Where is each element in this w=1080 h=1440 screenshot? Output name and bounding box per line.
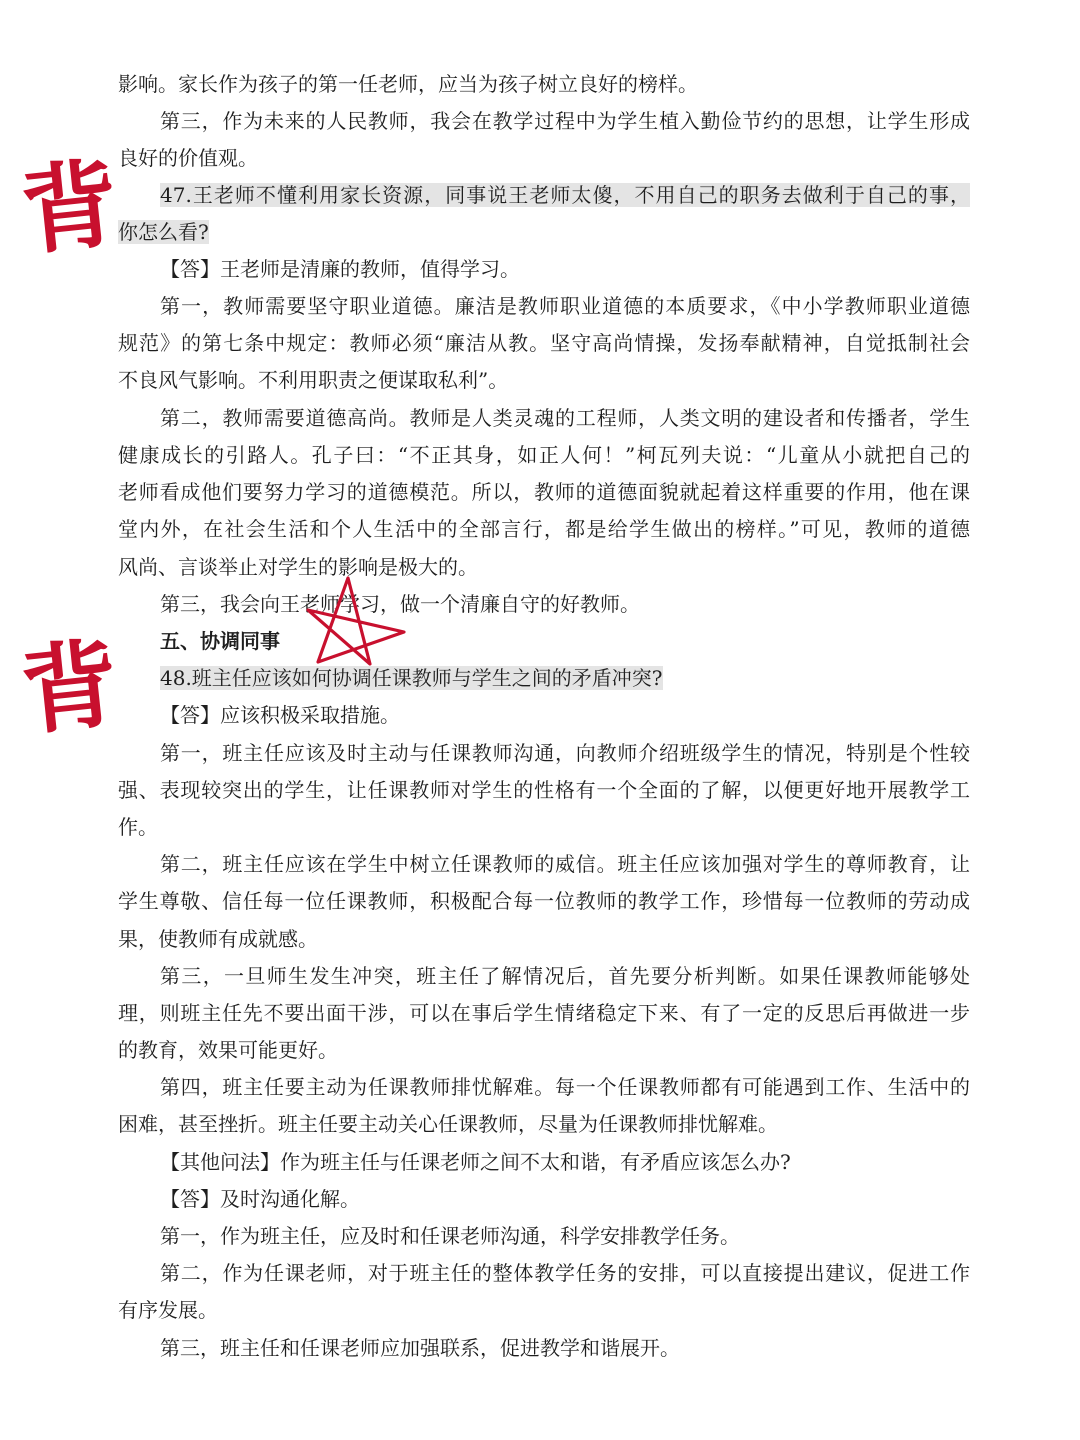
- section-heading: 五、协调同事: [160, 629, 280, 653]
- text-line: 学生尊敬、信任每一位任课教师，积极配合每一位教师的教学工作，珍惜每一位教师的劳动成: [118, 889, 970, 913]
- text-line: 困难，甚至挫折。班主任要主动关心任课教师，尽量为任课教师排忧解难。: [118, 1112, 778, 1136]
- text-line: 良好的价值观。: [118, 146, 258, 170]
- text-line: 第一，作为班主任，应及时和任课老师沟通，科学安排教学任务。: [160, 1224, 740, 1248]
- question-48-line: [160, 664, 970, 694]
- star-icon: [300, 572, 410, 672]
- text-line: 的教育，效果可能更好。: [118, 1038, 338, 1062]
- answer-line: 【答】应该积极采取措施。: [160, 703, 400, 727]
- text-line: 影响。家长作为孩子的第一任老师，应当为孩子树立良好的榜样。: [118, 72, 698, 96]
- text-line: 第二，教师需要道德高尚。教师是人类灵魂的工程师，人类文明的建设者和传播者，学生: [160, 406, 970, 430]
- text-line: 第二，班主任应该在学生中树立任课教师的威信。班主任应该加强对学生的尊师教育，让: [160, 852, 970, 876]
- text-line: 健康成长的引路人。孔子曰：“不正其身，如正人何！”柯瓦列夫说：“儿童从小就把自己的: [118, 443, 970, 467]
- text-line: 堂内外，在社会生活和个人生活中的全部言行，都是给学生做出的榜样。”可见，教师的道德: [118, 517, 970, 541]
- text-line: 第四，班主任要主动为任课教师排忧解难。每一个任课教师都有可能遇到工作、生活中的: [160, 1075, 970, 1099]
- text-line: 规范》的第七条中规定：教师必须“廉洁从教。坚守高尚情操，发扬奉献精神，自觉抵制社会: [118, 331, 970, 355]
- question-47-line: [160, 181, 970, 211]
- question-47-line: [118, 218, 970, 248]
- text-line: 不良风气影响。不利用职责之便谋取私利”。: [118, 368, 509, 392]
- handwritten-mark-bei: 背: [16, 627, 124, 749]
- answer-line: 【答】王老师是清廉的教师，值得学习。: [160, 257, 520, 281]
- text-line: 第二，作为任课老师，对于班主任的整体教学任务的安排，可以直接提出建议，促进工作: [160, 1261, 970, 1285]
- text-line: 第一，教师需要坚守职业道德。廉洁是教师职业道德的本质要求，《中小学教师职业道德: [160, 294, 970, 318]
- text-line: 第一，班主任应该及时主动与任课教师沟通，向教师介绍班级学生的情况，特别是个性较: [160, 741, 970, 765]
- text-line: 理，则班主任先不要出面干涉，可以在事后学生情绪稳定下来、有了一定的反思后再做进一步: [118, 1001, 970, 1025]
- text-line: 【其他问法】作为班主任与任课老师之间不太和谐，有矛盾应该怎么办?: [160, 1150, 791, 1174]
- question-48-text: 48.班主任应该如何协调任课教师与学生之间的矛盾冲突?: [160, 666, 663, 690]
- text-line: 老师看成他们要努力学习的道德模范。所以，教师的道德面貌就起着这样重要的作用，他在课: [118, 480, 970, 504]
- question-47-text: 47.王老师不懂利用家长资源，同事说王老师太傻，不用自己的职务去做利于自己的事，: [160, 183, 970, 207]
- text-line: 作。: [118, 815, 158, 839]
- text-line: 第三，班主任和任课老师应加强联系，促进教学和谐展开。: [160, 1336, 680, 1360]
- answer-line: 【答】及时沟通化解。: [160, 1187, 360, 1211]
- text-line: 强、表现较突出的学生，让任课教师对学生的性格有一个全面的了解，以便更好地开展教学工: [118, 778, 970, 802]
- handwritten-mark-bei: 背: [16, 147, 124, 269]
- text-line: 果，使教师有成就感。: [118, 927, 318, 951]
- text-line: 第三，我会向王老师学习，做一个清廉自守的好教师。: [160, 592, 640, 616]
- text-line: 风尚、言谈举止对学生的影响是极大的。: [118, 555, 478, 579]
- text-line: 有序发展。: [118, 1298, 218, 1322]
- text-line: 第三，一旦师生发生冲突，班主任了解情况后，首先要分析判断。如果任课教师能够处: [160, 964, 970, 988]
- text-line: 第三，作为未来的人民教师，我会在教学过程中为学生植入勤俭节约的思想，让学生形成: [160, 109, 970, 133]
- question-47-text: 你怎么看?: [118, 220, 209, 244]
